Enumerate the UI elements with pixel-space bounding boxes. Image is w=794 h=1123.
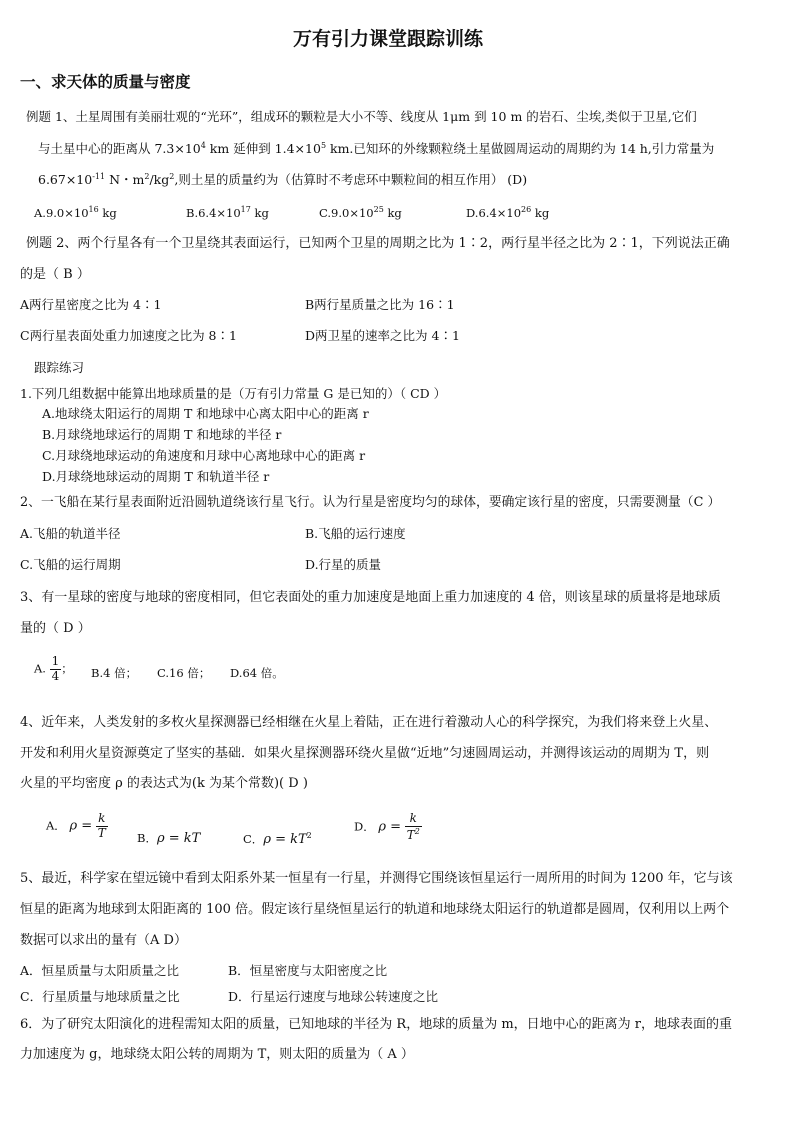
q2-stem: 2、一飞船在某行星表面附近沿圆轨道绕该行星飞行。认为行星是密度均匀的球体，要确定该行星的密度，只需要测量（C ） [20, 495, 721, 510]
exponent: 5 [320, 141, 327, 150]
text-seg: ρ = kT [156, 831, 201, 846]
denominator: 4 [51, 668, 60, 683]
denominator: T [406, 827, 415, 842]
page-title: 万有引力课堂跟踪训练 [293, 28, 484, 50]
q5-line2: 恒星的距离为地球到太阳距离的 100 倍。假定该行星绕恒星运行的轨道和地球绕太阳运行的轨道都是圆周，仅利用以上两个 [20, 902, 730, 917]
q1-stem: 1.下列几组数据中能算出地球质量的是（万有引力常量 G 是已知的）（ CD ） [20, 386, 447, 401]
q1-option-c: C.月球绕地球运动的角速度和月球中心离地球中心的距离 r [42, 448, 366, 463]
numerator: 1 [51, 654, 60, 668]
text-seg: D.6.4×10 [466, 205, 522, 220]
section-heading: 一、求天体的质量与密度 [20, 72, 191, 91]
example2-option-b: B两行星质量之比为 16∶1 [305, 297, 455, 312]
numerator: k [98, 811, 106, 825]
text-seg: kg [250, 205, 269, 220]
exponent: -11 [92, 172, 106, 181]
q3-line1: 3、有一星球的密度与地球的密度相同，但它表面处的重力加速度是地面上重力加速度的 4 倍，则该星球的质量将是地球质 [20, 590, 721, 605]
text-seg: 与土星中心的距离从 7.3×10 [38, 141, 201, 157]
text-seg: kg [383, 205, 402, 220]
q2-option-c: C.飞船的运行周期 [20, 557, 121, 572]
text-seg: ρ = [378, 819, 402, 835]
q3-option-c: C.16 倍； [157, 666, 211, 680]
text-seg: km.已知环的外缘颗粒绕土星做圆周运动的周期约为 14 h,引力常量为 [326, 141, 715, 157]
denominator: T [97, 825, 106, 840]
text-seg: /kg [149, 172, 170, 188]
q6-line2: 力加速度为 g，地球绕太阳公转的周期为 T，则太阳的质量为（ A ） [20, 1047, 414, 1062]
example1-line1: 例题 1、土星周围有美丽壮观的“光环”，组成环的颗粒是大小不等、线度从 1μm 到 10 m 的岩石、尘埃,类似于卫星,它们 [26, 109, 697, 124]
fraction [96, 812, 108, 841]
q1-option-a: A.地球绕太阳运行的周期 T 和地球中心离太阳中心的距离 r [42, 406, 369, 421]
text-seg: ρ = [69, 818, 93, 834]
example2-option-a: A两行星密度之比为 4∶1 [20, 297, 162, 312]
q3-option-b: B.4 倍； [91, 666, 138, 680]
exponent: 4 [200, 141, 206, 150]
q4-option-a [46, 812, 108, 841]
text-seg: N・m [105, 172, 145, 188]
example2-line2: 的是（ B ） [20, 267, 90, 282]
exponent: 2 [414, 826, 420, 836]
q4-line2: 开发和利用火星资源奠定了坚实的基础．如果火星探测器环绕火星做“近地”匀速圆周运动，并测得该运动的周期为 T，则 [20, 746, 710, 761]
text-seg: ,则土星的质量约为（估算时不考虑环中颗粒间的相互作用） (D) [174, 172, 528, 188]
q3-line2: 量的（ D ） [20, 621, 91, 636]
example1-option-d [466, 206, 549, 219]
text-seg: C.9.0×10 [319, 205, 374, 220]
text-seg: A． [46, 818, 66, 833]
exponent: 26 [521, 205, 532, 214]
q4-line1: 4、近年来，人类发射的多枚火星探测器已经相继在火星上着陆，正在进行着激动人心的科学探究，为我们将来登上火星、 [20, 715, 718, 730]
text-seg: B． [137, 831, 157, 845]
q5-option-c: C．行星质量与地球质量之比 [20, 989, 180, 1004]
q5-line1: 5、最近，科学家在望远镜中看到太阳系外某一恒星有一行星，并测得它围绕该恒星运行一周所用的时间为 1200 年，它与该 [20, 871, 733, 886]
text-seg: 6.67×10 [38, 172, 93, 188]
example1-line2 [38, 142, 714, 156]
example1-line3 [38, 173, 527, 187]
text-seg: B.6.4×10 [186, 205, 241, 220]
text-seg: A.9.0×10 [34, 205, 89, 220]
q5-option-d: D．行星运行速度与地球公转速度之比 [228, 989, 439, 1004]
q3-option-d: D.64 倍。 [230, 666, 284, 680]
text-seg: ρ = kT [263, 831, 307, 847]
q2-option-b: B.飞船的运行速度 [305, 526, 406, 541]
text-seg: A. [34, 661, 46, 676]
example1-option-b [186, 206, 269, 219]
q4-option-c [243, 832, 312, 846]
text-seg: km 延伸到 1.4×10 [205, 141, 321, 157]
example1-option-a [34, 206, 117, 219]
q4-option-b [137, 832, 200, 845]
q5-option-a: A．恒星质量与太阳质量之比 [20, 963, 180, 978]
fraction [50, 655, 62, 684]
q4-line3: 火星的平均密度 ρ 的表达式为(k 为某个常数)( D ) [20, 776, 308, 791]
q5-option-b: B．恒星密度与太阳密度之比 [228, 963, 388, 978]
exponent: 2 [306, 831, 312, 840]
text-seg: D． [354, 819, 375, 834]
q1-option-d: D.月球绕地球运动的周期 T 和轨道半径 r [42, 469, 270, 484]
text-seg: ； [61, 661, 73, 676]
exponent: 17 [240, 205, 251, 214]
text-seg: C． [243, 831, 264, 846]
q4-option-d [354, 812, 422, 843]
exponent: 16 [88, 205, 99, 214]
fraction [405, 812, 422, 843]
q2-option-d: D.行星的质量 [305, 557, 382, 572]
example2-option-d: D两卫星的速率之比为 4∶1 [305, 328, 460, 343]
q3-option-a [34, 655, 73, 684]
text-seg: kg [531, 205, 550, 220]
example1-option-c [319, 206, 402, 219]
numerator: k [409, 811, 417, 825]
example2-line1: 例题 2、两个行星各有一个卫星绕其表面运行，已知两个卫星的周期之比为 1∶2，两行星半径之比为 2∶1，下列说法正确 [26, 236, 730, 251]
example2-option-c: C两行星表面处重力加速度之比为 8∶1 [20, 328, 237, 343]
exponent: 2 [169, 172, 175, 181]
q1-option-b: B.月球绕地球运行的周期 T 和地球的半径 r [42, 427, 282, 442]
exponent: 25 [373, 205, 384, 214]
exponent: 2 [144, 172, 150, 181]
q2-option-a: A.飞船的轨道半径 [20, 526, 121, 541]
q5-line3: 数据可以求出的量有（A D） [20, 933, 187, 948]
q6-line1: 6．为了研究太阳演化的进程需知太阳的质量，已知地球的半径为 R，地球的质量为 m，日地中心的距离为 r，地球表面的重 [20, 1017, 732, 1032]
text-seg: kg [98, 205, 117, 220]
practice-heading: 跟踪练习 [34, 360, 85, 375]
